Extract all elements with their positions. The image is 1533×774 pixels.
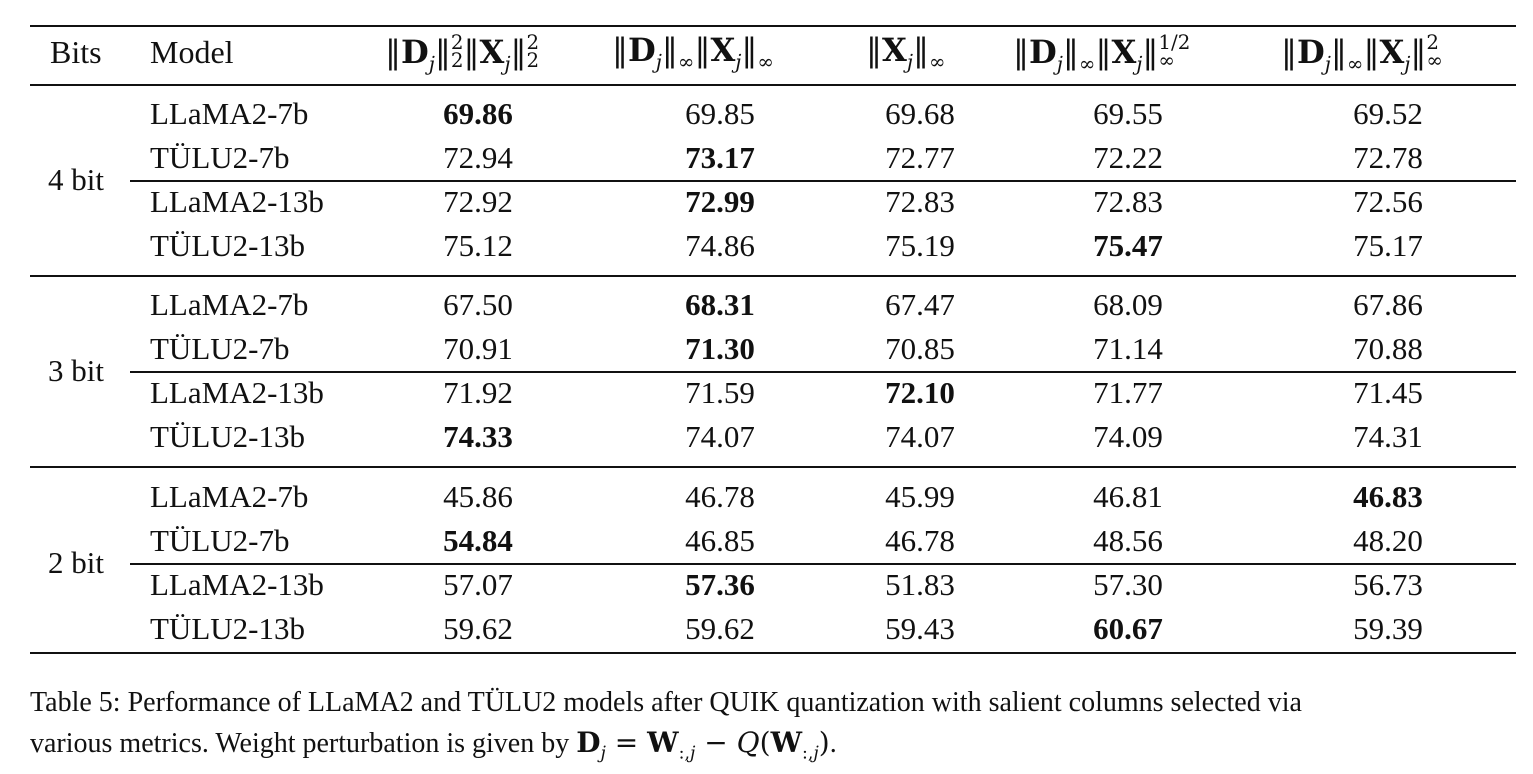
table-cell: 48.56: [1093, 523, 1163, 558]
table-cell: 68.09: [1093, 287, 1163, 322]
table-cell: 67.86: [1353, 287, 1423, 322]
header-metric-d2x2: $‖D_j‖$ 2 2 $‖X_j‖$ 2 2: [385, 31, 540, 76]
table-cell: 48.20: [1353, 523, 1423, 558]
table-cell: 72.22: [1093, 140, 1163, 175]
group-midrule: [130, 371, 1516, 373]
table-cell: 69.86: [443, 96, 513, 131]
table-cell: 70.91: [443, 331, 513, 366]
table-cell: 51.83: [885, 567, 955, 602]
table-cell: 60.67: [1093, 611, 1163, 646]
table-cell: 46.83: [1353, 479, 1423, 514]
model-name: LLaMA2-13b: [150, 567, 324, 602]
table-cell: 72.99: [685, 184, 755, 219]
table-cell: 74.07: [685, 419, 755, 454]
table-cell: 54.84: [443, 523, 513, 558]
model-name: TÜLU2-13b: [150, 228, 305, 263]
table-cell: 59.43: [885, 611, 955, 646]
model-name: LLaMA2-7b: [150, 287, 309, 322]
table-cell: 74.33: [443, 419, 513, 454]
table-cell: 57.36: [685, 567, 755, 602]
table-cell: 72.56: [1353, 184, 1423, 219]
model-name: TÜLU2-7b: [150, 523, 290, 558]
table-cell: 75.19: [885, 228, 955, 263]
table-cell: 71.59: [685, 375, 755, 410]
model-name: TÜLU2-13b: [150, 419, 305, 454]
table-cell: 73.17: [685, 140, 755, 175]
table-cell: 67.50: [443, 287, 513, 322]
table-cell: 69.55: [1093, 96, 1163, 131]
table-cell: 45.99: [885, 479, 955, 514]
model-name: TÜLU2-7b: [150, 331, 290, 366]
table-cell: 71.45: [1353, 375, 1423, 410]
caption-line-2-end: .: [829, 728, 837, 759]
table-cell: 59.39: [1353, 611, 1423, 646]
table-cell: 46.78: [685, 479, 755, 514]
table-cell: 72.83: [1093, 184, 1163, 219]
group-separator-rule: [30, 466, 1516, 468]
table-cell: 72.92: [443, 184, 513, 219]
table-cell: 71.30: [685, 331, 755, 366]
table-cell: 46.85: [685, 523, 755, 558]
model-name: LLaMA2-7b: [150, 96, 309, 131]
table-cell: 57.30: [1093, 567, 1163, 602]
table-cell: 71.92: [443, 375, 513, 410]
group-midrule: [130, 180, 1516, 182]
table-cell: 69.85: [685, 96, 755, 131]
table-cell: 46.81: [1093, 479, 1163, 514]
table-cell: 74.07: [885, 419, 955, 454]
header-metric-dinf-xinf: $‖D_j‖_\infty‖X_j‖_\infty$: [612, 31, 774, 74]
table-cell: 72.10: [885, 375, 955, 410]
table-cell: 59.62: [443, 611, 513, 646]
group-midrule: [130, 563, 1516, 565]
model-name: LLaMA2-13b: [150, 375, 324, 410]
table-cell: 70.88: [1353, 331, 1423, 366]
model-name: TÜLU2-7b: [150, 140, 290, 175]
table-cell: 72.83: [885, 184, 955, 219]
bits-label: 4 bit: [48, 162, 104, 197]
table-cell: 72.78: [1353, 140, 1423, 175]
table-cell: 75.47: [1093, 228, 1163, 263]
table-caption: [30, 683, 1510, 774]
table-cell: 56.73: [1353, 567, 1423, 602]
model-name: TÜLU2-13b: [150, 611, 305, 646]
table-cell: 68.31: [685, 287, 755, 322]
table-cell: 72.77: [885, 140, 955, 175]
table-cell: 74.86: [685, 228, 755, 263]
table-cell: 69.68: [885, 96, 955, 131]
caption-line-2-text: various metrics. Weight perturbation is given by: [30, 728, 577, 759]
table-cell: 72.94: [443, 140, 513, 175]
table-cell: 75.17: [1353, 228, 1423, 263]
table-cell: 75.12: [443, 228, 513, 263]
header-rule: [30, 84, 1516, 86]
header-metric-dinf-xinf-half: $‖D_j‖_\infty‖X_j‖$ 1/2 ∞: [1013, 31, 1191, 76]
table-cell: 74.09: [1093, 419, 1163, 454]
table-cell: 69.52: [1353, 96, 1423, 131]
table-cell: 67.47: [885, 287, 955, 322]
group-separator-rule: [30, 275, 1516, 277]
bits-label: 3 bit: [48, 353, 104, 388]
table-cell: 70.85: [885, 331, 955, 366]
header-bits: Bits: [50, 34, 102, 70]
table-cell: 71.14: [1093, 331, 1163, 366]
table-cell: 45.86: [443, 479, 513, 514]
table-cell: 71.77: [1093, 375, 1163, 410]
model-name: LLaMA2-7b: [150, 479, 309, 514]
bits-label: 2 bit: [48, 545, 104, 580]
model-name: LLaMA2-13b: [150, 184, 324, 219]
caption-formula: $D_j = W_{:,j} - Q(W_{:,j})$: [576, 726, 830, 764]
header-metric-dinf-xinf-sq: $‖D_j‖_\infty‖X_j‖$ 2 ∞: [1281, 31, 1443, 76]
top-rule: [30, 25, 1516, 27]
table-cell: 74.31: [1353, 419, 1423, 454]
bottom-rule: [30, 652, 1516, 654]
table-cell: 59.62: [685, 611, 755, 646]
header-model: Model: [150, 34, 234, 70]
table-cell: 57.07: [443, 567, 513, 602]
header-metric-xinf: $‖X_j‖_\infty$: [866, 31, 946, 74]
caption-line-1: Table 5: Performance of LLaMA2 and TÜLU2 models after QUIK quantization with salient columns selected via: [30, 687, 1302, 718]
caption-line-2: [30, 723, 1510, 774]
table-cell: 46.78: [885, 523, 955, 558]
